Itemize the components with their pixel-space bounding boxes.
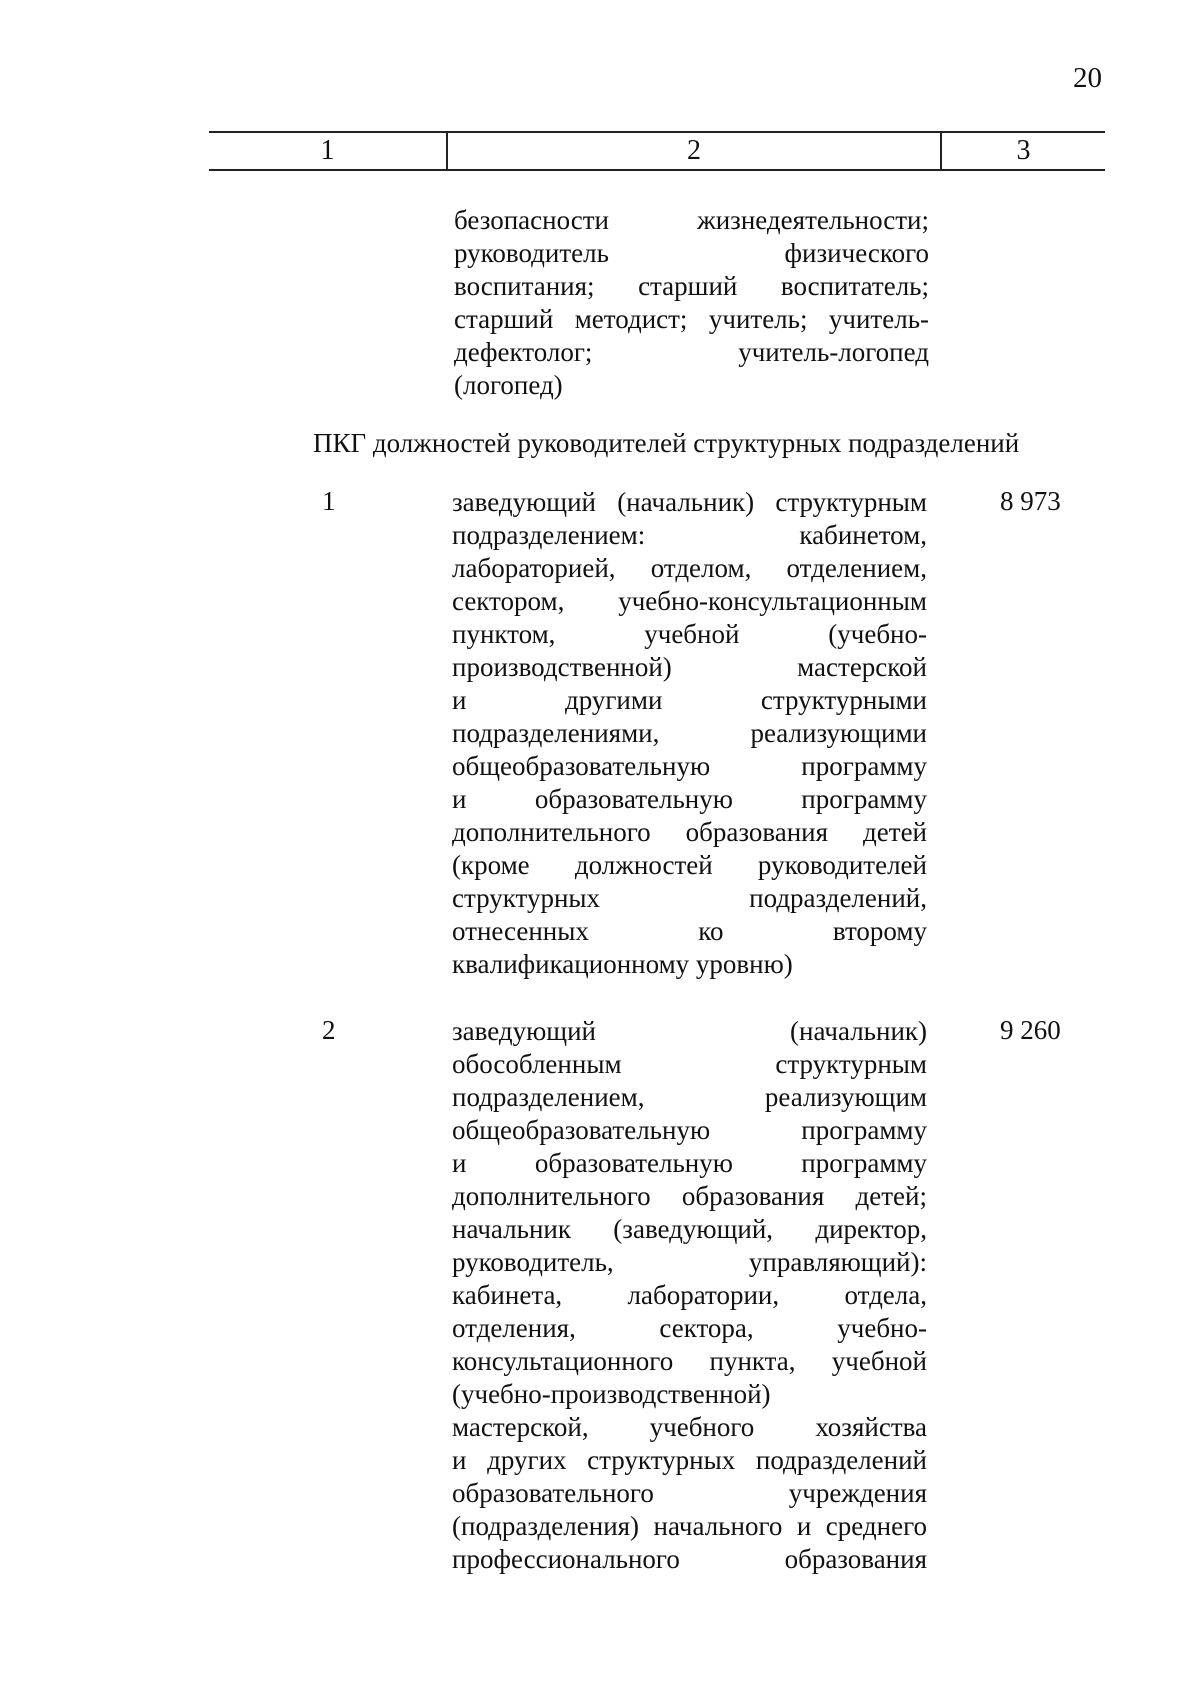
text-line: кабинета, лаборатории, отдела, bbox=[452, 1280, 927, 1310]
text-line: и других структурных подразделений bbox=[452, 1445, 927, 1475]
text-line: и другими структурными bbox=[452, 685, 927, 715]
text-line: дополнительного образования детей bbox=[452, 817, 927, 847]
text-line: дополнительного образования детей; bbox=[452, 1181, 927, 1211]
row-value: 8 973 bbox=[1000, 486, 1061, 516]
text-line: дефектолог; учитель-логопед bbox=[454, 337, 929, 367]
text-line: руководитель физического bbox=[454, 238, 929, 268]
text-line: заведующий (начальник) структурным bbox=[452, 487, 927, 517]
row-number: 2 bbox=[322, 1015, 336, 1045]
text-line: и образовательную программу bbox=[452, 1148, 927, 1178]
text-line: отделения, сектора, учебно- bbox=[452, 1313, 927, 1343]
continued-position-text bbox=[454, 204, 929, 402]
row-description bbox=[452, 486, 927, 981]
table-header bbox=[209, 131, 1105, 171]
text-line: обособленным структурным bbox=[452, 1049, 927, 1079]
row-description bbox=[452, 1015, 927, 1576]
text-line: общеобразовательную программу bbox=[452, 751, 927, 781]
text-line: общеобразовательную программу bbox=[452, 1115, 927, 1145]
text-line: подразделением: кабинетом, bbox=[452, 520, 927, 550]
row-number: 1 bbox=[322, 486, 336, 516]
text-line: (логопед) bbox=[454, 370, 563, 400]
text-line: лабораторией, отделом, отделением, bbox=[452, 553, 927, 583]
text-line: (учебно-производственной) bbox=[452, 1379, 771, 1409]
text-line: руководитель, управляющий): bbox=[452, 1247, 927, 1277]
section-title: ПКГ должностей руководителей структурных подразделений bbox=[313, 428, 1020, 458]
text-line: отнесенных ко второму bbox=[452, 916, 927, 946]
header-col-2: 2 bbox=[448, 133, 942, 169]
text-line: подразделением, реализующим bbox=[452, 1082, 927, 1112]
text-line: подразделениями, реализующими bbox=[452, 718, 927, 748]
text-line: (кроме должностей руководителей bbox=[452, 850, 927, 880]
text-line: профессионального образования bbox=[452, 1544, 927, 1574]
text-line: и образовательную программу bbox=[452, 784, 927, 814]
page-number: 20 bbox=[1073, 62, 1102, 94]
text-line: квалификационному уровню) bbox=[452, 949, 793, 979]
text-line: сектором, учебно-консультационным bbox=[452, 586, 927, 616]
text-line: структурных подразделений, bbox=[452, 883, 927, 913]
text-line: мастерской, учебного хозяйства bbox=[452, 1412, 927, 1442]
text-line: начальник (заведующий, директор, bbox=[452, 1214, 927, 1244]
header-col-3: 3 bbox=[1016, 135, 1031, 166]
text-line: старший методист; учитель; учитель- bbox=[454, 304, 929, 334]
text-line: воспитания; старший воспитатель; bbox=[454, 271, 929, 301]
text-line: (подразделения) начального и среднего bbox=[452, 1511, 927, 1541]
text-line: безопасности жизнедеятельности; bbox=[454, 205, 929, 235]
text-line: консультационного пункта, учебной bbox=[452, 1346, 927, 1376]
text-line: пунктом, учебной (учебно- bbox=[452, 619, 927, 649]
text-line: образовательного учреждения bbox=[452, 1478, 927, 1508]
header-col-1: 1 bbox=[209, 133, 448, 169]
text-line: производственной) мастерской bbox=[452, 652, 927, 682]
text-line: заведующий (начальник) bbox=[452, 1016, 927, 1046]
row-value: 9 260 bbox=[1000, 1015, 1061, 1045]
